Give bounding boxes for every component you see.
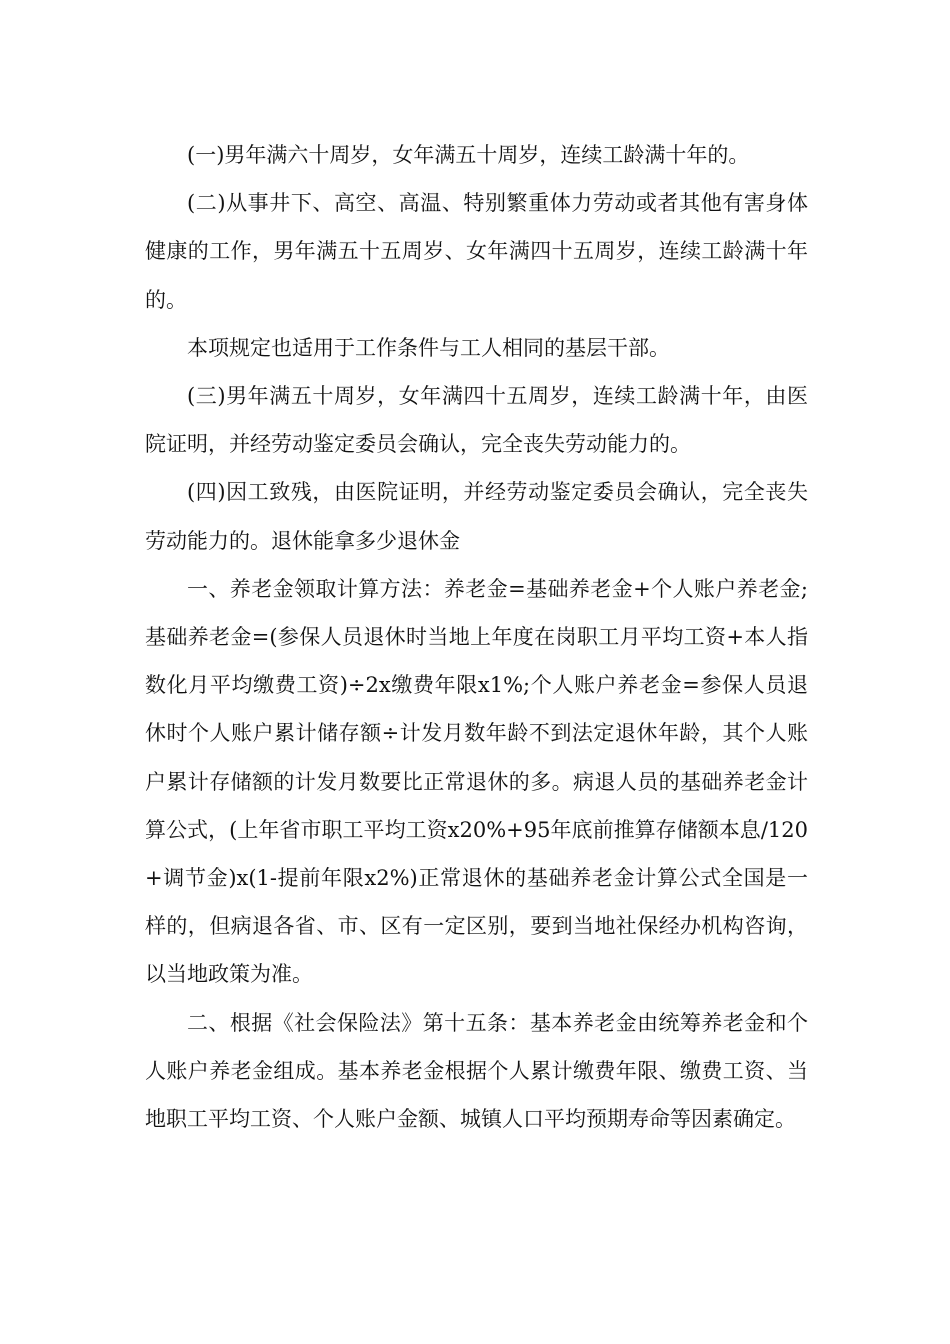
- document-page: [145, 131, 808, 1143]
- paragraph-social-insurance-law: 二、根据《社会保险法》第十五条：基本养老金由统筹养老金和个人账户养老金组成。基本养老金根据个人累计缴费年限、缴费工资、当地职工平均工资、个人账户金额、城镇人口平均预期寿命等因素确定。: [145, 1010, 808, 1132]
- paragraph-condition-3: (三)男年满五十周岁，女年满四十五周岁，连续工龄满十年，由医院证明，并经劳动鉴定委员会确认，完全丧失劳动能力的。: [145, 384, 808, 457]
- paragraph-cadre-note: 本项规定也适用于工作条件与工人相同的基层干部。: [187, 335, 670, 360]
- paragraph-pension-calculation: 一、养老金领取计算方法：养老金=基础养老金+个人账户养老金;基础养老金=(参保人员退休时当地上年度在岗职工月平均工资+本人指数化月平均缴费工资)÷2x缴费年限x1%;个人账户养老金=参保人员退休时个人账户累计储存额÷计发月数年龄不到法定退休年龄，其个人账户累计存储额的计发月数要比正常退休的多。病退人员的基础养老金计算公式，(上年省市职工平均工资x20%+95年底前推算存储额本息/120+调节金)x(1-提前年限x2%)正常退休的基础养老金计算公式全国是一样的，但病退各省、市、区有一定区别，要到当地社保经办机构咨询，以当地政策为准。: [145, 576, 808, 987]
- paragraph-condition-2: (二)从事井下、高空、高温、特别繁重体力劳动或者其他有害身体健康的工作，男年满五十五周岁、女年满四十五周岁，连续工龄满十年的。: [145, 191, 808, 312]
- paragraph-condition-4: (四)因工致残，由医院证明，并经劳动鉴定委员会确认，完全丧失劳动能力的。退休能拿多少退休金: [145, 480, 808, 553]
- paragraph-condition-1: (一)男年满六十周岁，女年满五十周岁，连续工龄满十年的。: [187, 143, 750, 167]
